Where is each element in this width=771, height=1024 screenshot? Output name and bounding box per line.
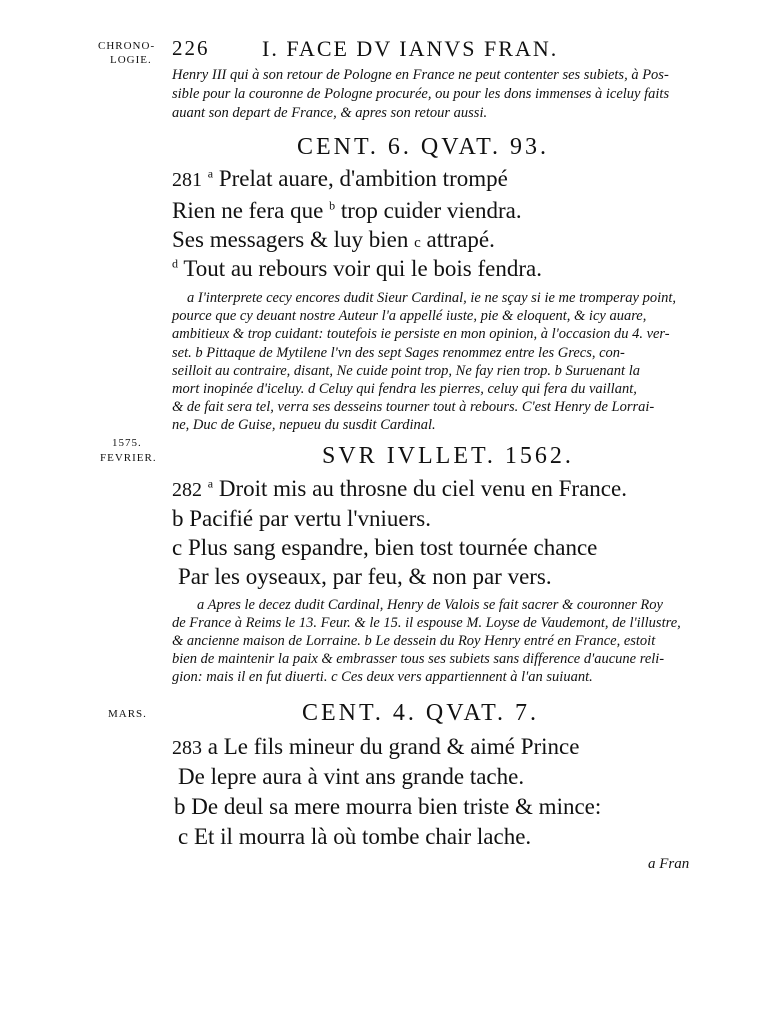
verse-281-line-2	[172, 198, 522, 224]
note-282-line-3: & ancienne maison de Lorraine. b Le dessein du Roy Henry entré en France, estoit	[172, 633, 656, 649]
running-title: I. FACE DV IANVS FRAN.	[262, 36, 559, 61]
margin-chronologie-2: LOGIE.	[110, 54, 152, 66]
verse-lead-mark: a	[207, 734, 218, 759]
verse-text: Droit mis au throsne du ciel venu en France.	[218, 476, 627, 501]
verse-282-line-1	[172, 476, 627, 502]
quatrain-number: 283	[172, 737, 202, 759]
verse-283-line-3	[174, 794, 601, 820]
verse-text-pre: Rien ne fera que	[172, 198, 324, 223]
quatrain-number: 282	[172, 479, 202, 501]
verse-text: De deul sa mere mourra bien triste & mince:	[191, 794, 602, 819]
verse-text: De lepre aura à vint ans grande tache.	[178, 764, 525, 789]
intro-note-line-2: sible pour la couronne de Pologne procurée, ou pour les dons immenses à iceluy faits	[172, 86, 670, 102]
verse-282-line-2	[172, 506, 431, 532]
note-282-line-2: de France à Reims le 13. Feur. & le 15. il espouse M. Loyse de Vaudemont, de l'illustre,	[172, 615, 681, 631]
intro-note-line-3: auant son depart de France, & apres son retour aussi.	[172, 105, 488, 121]
note-281-line-5: seilloit au contraire, disant, Ne cuide point trop, Ne fay rien trop. b Suruenant la	[172, 363, 640, 379]
verse-text: Et il mourra là où tombe chair lache.	[193, 824, 532, 849]
margin-date-1575: 1575.	[112, 437, 142, 449]
verse-lead-mark: c	[172, 535, 183, 560]
verse-text: Plus sang espandre, bien tost tournée chance	[187, 535, 598, 560]
verse-text: Prelat auare, d'ambition trompé	[218, 166, 508, 191]
verse-text: Le fils mineur du grand & aimé Prince	[223, 734, 580, 759]
note-mark: a	[207, 166, 214, 181]
verse-282-line-3	[172, 535, 597, 561]
section-title-cent-6: CENT. 6. QVAT. 93.	[297, 134, 549, 160]
note-282-line-5: gion: mais il en fut diuerti. c Ces deux vers appartiennent à l'an suiuant.	[172, 669, 593, 685]
page-number: 226	[172, 36, 210, 60]
margin-chronologie-1: CHRONO-	[98, 40, 156, 52]
catchword: a Fran	[648, 856, 690, 872]
note-281-line-6: mort inopinée d'iceluy. d Celuy qui fendra les pierres, celuy qui fera du vaillant,	[172, 381, 637, 397]
verse-lead-mark: b	[172, 506, 184, 531]
note-281-line-7: & de fait sera tel, verra ses desseins tourner tout à rebours. C'est Henry de Lorrai-	[172, 399, 655, 415]
verse-281-line-4	[172, 256, 542, 282]
verse-text-pre: Ses messagers & luy bien	[172, 227, 409, 252]
verse-text: Tout au rebours voir qui le bois fendra.	[183, 256, 542, 281]
note-mark: d	[172, 256, 178, 271]
verse-lead-mark: b	[174, 794, 186, 819]
note-281-line-3: ambitieux & trop cuidant: toutefois ie persiste en mon opinion, à l'occasion du 4. ver-	[172, 326, 670, 342]
verse-281-line-1	[172, 166, 508, 192]
note-282-line-1: a Apres le decez dudit Cardinal, Henry de Valois se fait sacrer & couronner Roy	[197, 597, 663, 613]
quatrain-number: 281	[172, 169, 202, 191]
intro-note-line-1: Henry III qui à son retour de Pologne en France ne peut contenter ses subiets, à Pos-	[172, 67, 669, 83]
section-title-cent-4: CENT. 4. QVAT. 7.	[302, 700, 539, 726]
verse-text: Par les oyseaux, par feu, & non par vers.	[178, 564, 552, 589]
verse-283-line-4	[178, 824, 531, 850]
verse-282-line-4	[178, 564, 552, 590]
note-281-line-4: set. b Pittaque de Mytilene l'vn des sept Sages renommez entre les Grecs, con-	[172, 345, 625, 361]
note-mark: c	[414, 235, 421, 251]
margin-mars: MARS.	[108, 708, 147, 720]
verse-text: trop cuider viendra.	[340, 198, 522, 223]
note-mark: a	[207, 476, 214, 491]
note-281-line-8: ne, Duc de Guise, nepueu du susdit Cardinal.	[172, 417, 436, 433]
section-title-svr-iullet: SVR IVLLET. 1562.	[322, 443, 574, 469]
verse-text: Pacifié par vertu l'vniuers.	[189, 506, 431, 531]
note-281-line-1: a I'interprete cecy encores dudit Sieur Cardinal, ie ne sçay si ie me tromperay point,	[187, 290, 676, 306]
verse-text: attrapé.	[426, 227, 495, 252]
verse-283-line-1	[172, 734, 579, 760]
note-281-line-2: pource que cy deuant nostre Auteur l'a appellé iuste, pie & eloquent, & icy auare,	[172, 308, 647, 324]
verse-283-line-2	[178, 764, 524, 790]
note-282-line-4: bien de maintenir la paix & embrasser tous ses subiets sans difference d'aucune reli-	[172, 651, 665, 667]
verse-281-line-3	[172, 227, 495, 253]
note-mark: b	[329, 198, 336, 213]
verse-lead-mark: c	[178, 824, 189, 849]
margin-fevrier: FEVRIER.	[100, 452, 157, 464]
